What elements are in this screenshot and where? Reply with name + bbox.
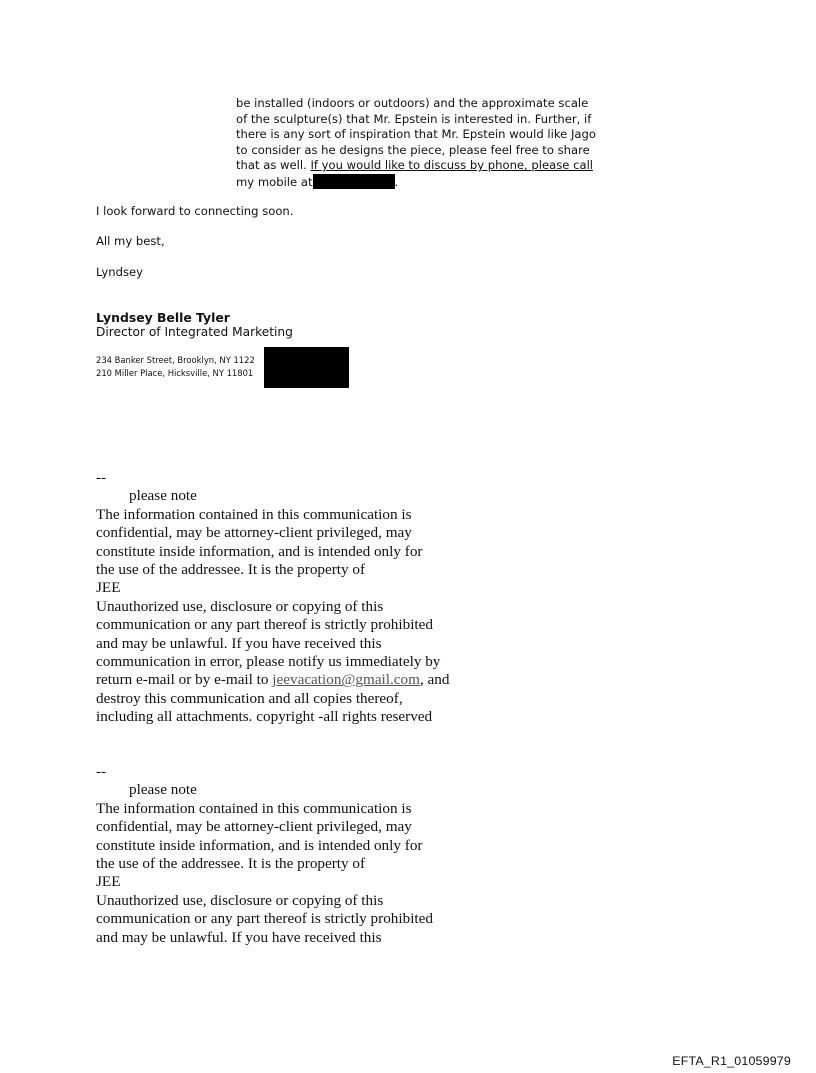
closing-line: I look forward to connecting soon.: [96, 204, 294, 218]
quoted-line-part: that as well.: [236, 158, 311, 173]
disclaimer-line: communication or any part thereof is strictly prohibited: [96, 910, 433, 928]
signature-title: Director of Integrated Marketing: [96, 325, 293, 339]
disclaimer-line: JEE: [96, 579, 121, 597]
disclaimer-note: please note: [129, 487, 197, 505]
disclaimer-line: constitute inside information, and is intended only for: [96, 542, 423, 560]
disclaimer-line: Unauthorized use, disclosure or copying of this: [96, 597, 384, 615]
disclaimer-text: , and: [419, 671, 450, 689]
disclaimer-line: The information contained in this communication is: [96, 505, 412, 523]
disclaimer-line: JEE: [96, 873, 121, 891]
disclaimer-line: and may be unlawful. If you have received this: [96, 634, 382, 652]
disclaimer-line: The information contained in this communication is: [96, 799, 412, 817]
disclaimer-line: the use of the addressee. It is the property of: [96, 561, 366, 579]
signature-address: 234 Banker Street, Brooklyn, NY 1122: [96, 355, 255, 365]
signature-name: Lyndsey Belle Tyler: [96, 310, 230, 325]
disclaimer-line: constitute inside information, and is intended only for: [96, 836, 423, 854]
quoted-line-part: .: [394, 174, 399, 189]
quoted-line: [236, 174, 616, 191]
redaction-block: [264, 347, 349, 388]
disclaimer-line: and may be unlawful. If you have received this: [96, 928, 382, 946]
disclaimer-line: confidential, may be attorney-client privileged, may: [96, 818, 412, 836]
document-id: EFTA_R1_01059979: [672, 1054, 791, 1068]
quoted-line: there is any sort of inspiration that Mr. Epstein would like Jago: [236, 127, 596, 142]
disclaimer-note: please note: [129, 781, 197, 799]
closing-salutation: All my best,: [96, 234, 165, 248]
disclaimer-line: the use of the addressee. It is the property of: [96, 855, 366, 873]
disclaimer-dashes: --: [96, 469, 107, 486]
signature-address: 210 Miller Place, Hicksville, NY 11801: [96, 368, 254, 378]
quoted-line: be installed (indoors or outdoors) and the approximate scale: [236, 96, 589, 110]
disclaimer-line: communication in error, please notify us immediately by: [96, 653, 441, 671]
disclaimer-dashes: --: [96, 763, 107, 780]
disclaimer-line: destroy this communication and all copies thereof,: [96, 689, 403, 707]
disclaimer-line: including all attachments. copyright -all rights reserved: [96, 708, 433, 726]
closing-name: Lyndsey: [96, 265, 143, 279]
quoted-line-underlined: If you would like to discuss by phone, please call: [310, 158, 594, 173]
quoted-message-body: [236, 96, 616, 191]
quoted-line: of the sculpture(s) that Mr. Epstein is interested in. Further, if: [236, 111, 592, 126]
email-link[interactable]: jeevacation@gmail.com: [272, 671, 420, 689]
disclaimer-block: [96, 763, 516, 947]
disclaimer-line: [96, 671, 516, 689]
quoted-line: [236, 158, 616, 174]
disclaimer-text: return e-mail or by e-mail to: [96, 671, 273, 689]
quoted-line: to consider as he designs the piece, please feel free to share: [236, 142, 590, 157]
disclaimer-line: confidential, may be attorney-client privileged, may: [96, 524, 412, 542]
disclaimer-line: Unauthorized use, disclosure or copying of this: [96, 891, 384, 909]
redaction-bar: [313, 174, 395, 189]
disclaimer-block: [96, 469, 516, 727]
quoted-line-part: my mobile at: [236, 174, 313, 189]
disclaimer-line: communication or any part thereof is strictly prohibited: [96, 616, 433, 634]
